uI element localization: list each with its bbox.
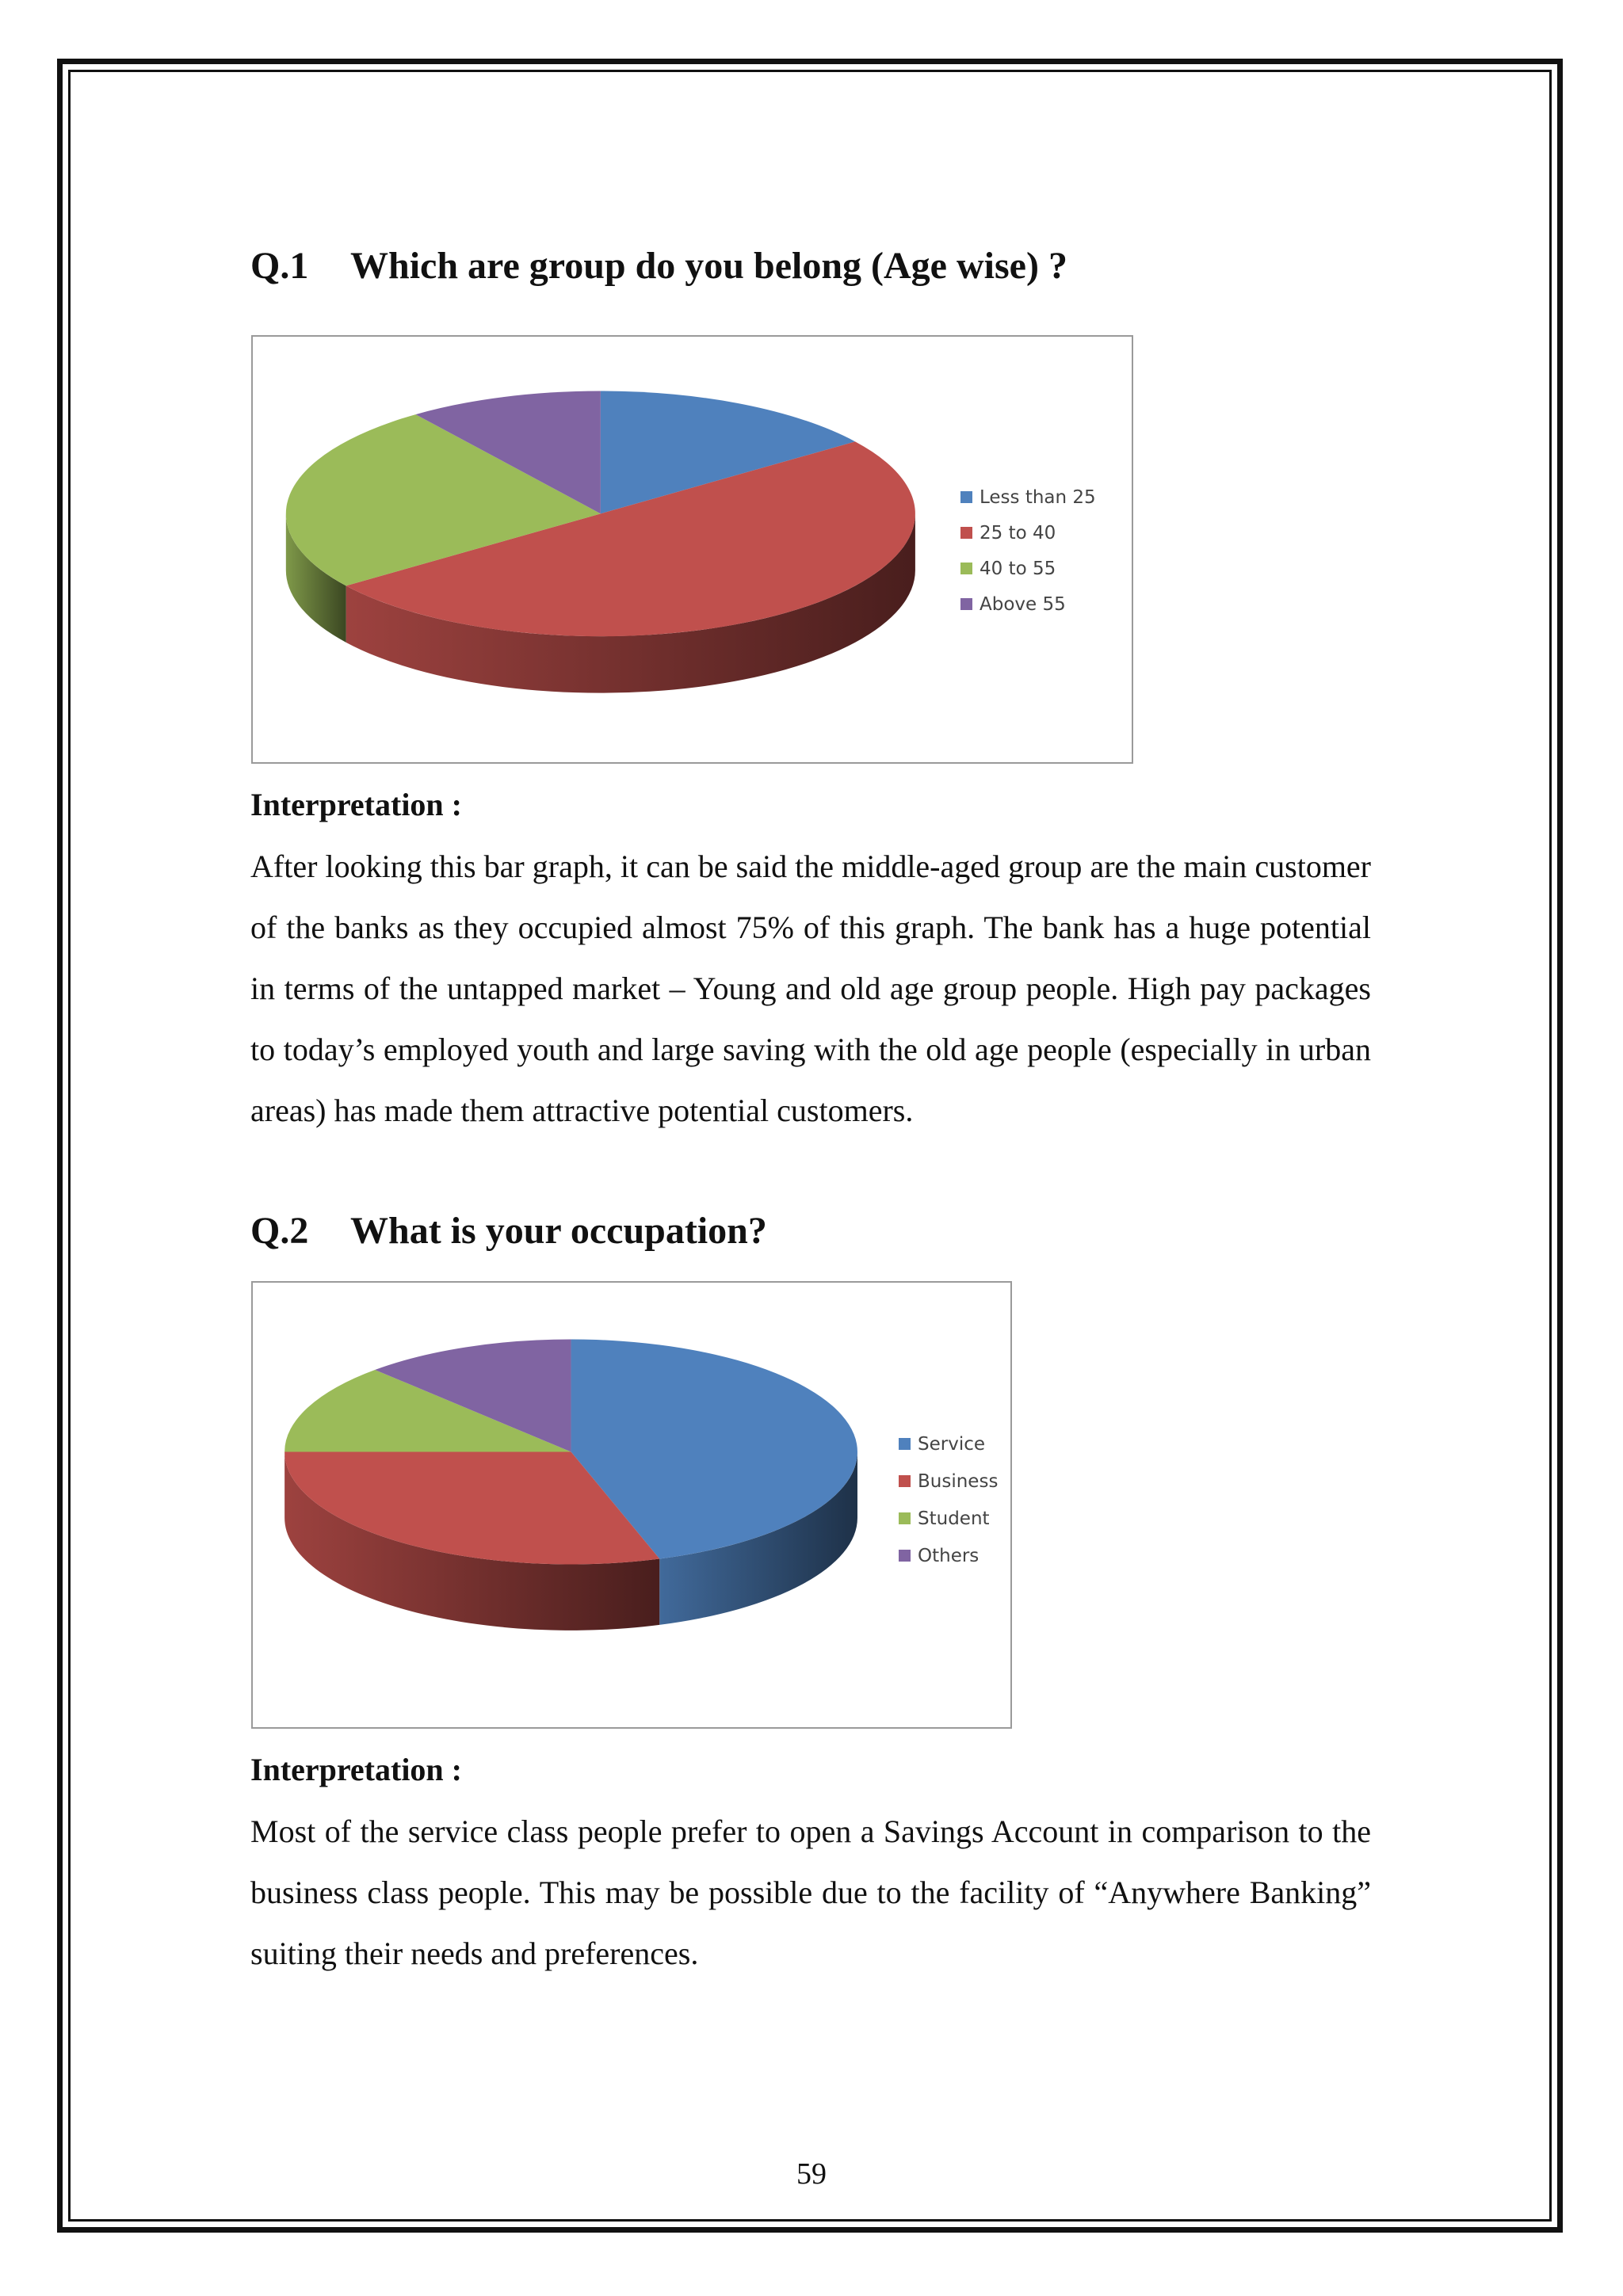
legend-swatch-others <box>899 1550 911 1562</box>
legend-swatch-student <box>899 1512 911 1524</box>
legend-item-student <box>899 1500 998 1537</box>
occupation-chart-legend <box>899 1425 998 1574</box>
interpretation-1-text: After looking this bar graph, it can be said the middle-aged group are the main customer of the banks as they occupied almost 75% of this graph. The bank has a huge potential in terms of the untapped market – Young and old age group people. High pay packages to today’s employed youth and large saving with the old age people (especially in urban areas) has made them attractive potential customers. <box>250 849 1371 1128</box>
interpretation-2-heading: Interpretation : <box>250 1752 462 1787</box>
question-1-text: Which are group do you belong (Age wise) ? <box>350 245 1067 287</box>
interpretation-1-heading: Interpretation : <box>250 787 462 822</box>
legend-item-others <box>899 1537 998 1574</box>
legend-item-25-to-40 <box>960 515 1096 551</box>
legend-label-others: Others <box>918 1545 980 1566</box>
age-pie-chart <box>251 335 1133 764</box>
legend-item-less-than-25 <box>960 479 1096 515</box>
age-chart-legend <box>960 479 1096 622</box>
legend-swatch-25-to-40 <box>960 527 972 539</box>
legend-item-business <box>899 1463 998 1500</box>
legend-swatch-service <box>899 1438 911 1450</box>
legend-item-40-to-55 <box>960 551 1096 586</box>
legend-item-above-55 <box>960 586 1096 622</box>
legend-swatch-40-to-55 <box>960 563 972 574</box>
page-number: 59 <box>796 2157 827 2191</box>
legend-label-above-55: Above 55 <box>980 593 1066 615</box>
legend-label-25-to-40: 25 to 40 <box>980 522 1056 543</box>
question-1-heading <box>250 244 1067 288</box>
legend-label-student: Student <box>918 1508 990 1529</box>
question-2-number: Q.2 <box>250 1210 309 1252</box>
interpretation-2-text: Most of the service class people prefer to open a Savings Account in comparison to the business class people. This may be possible due to the facility of “Anywhere Banking” suiting their needs and preferences. <box>250 1814 1371 1971</box>
legend-swatch-less-than-25 <box>960 491 972 503</box>
question-2-heading <box>250 1209 767 1253</box>
legend-item-service <box>899 1425 998 1463</box>
occupation-pie-chart <box>251 1281 1012 1729</box>
legend-label-less-than-25: Less than 25 <box>980 486 1096 508</box>
occupation-pie-svg <box>253 1283 1010 1727</box>
legend-label-business: Business <box>918 1470 999 1492</box>
legend-label-service: Service <box>918 1433 986 1455</box>
legend-swatch-above-55 <box>960 598 972 610</box>
legend-label-40-to-55: 40 to 55 <box>980 558 1056 579</box>
legend-swatch-business <box>899 1475 911 1487</box>
question-1-number: Q.1 <box>250 245 309 287</box>
question-2-text: What is your occupation? <box>350 1210 767 1252</box>
